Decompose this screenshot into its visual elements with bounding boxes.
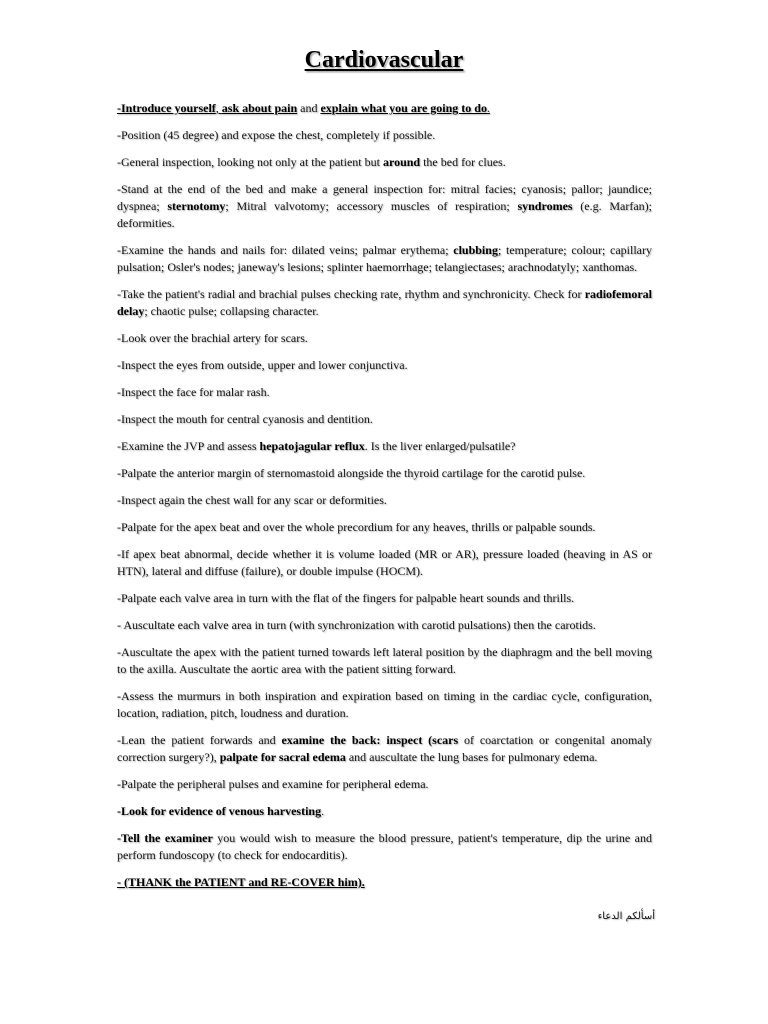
checklist-step	[117, 100, 652, 117]
step-text: and	[297, 101, 321, 115]
step-text: -Inspect again the chest wall for any scar or deformities.	[117, 493, 387, 507]
step-text: -Palpate for the apex beat and over the whole precordium for any heaves, thrills or palpable sounds.	[117, 520, 596, 534]
checklist-step	[117, 590, 652, 607]
step-text: -General inspection, looking not only at the patient but	[117, 155, 383, 169]
emphasized-text: palpate for sacral edema	[219, 750, 346, 764]
step-text: ; temperature; colour; capillary pulsation; Osler's nodes; janeway's lesions; splinter haemorrhage; telangiectases; arachnodatyly; xanthomas.	[117, 243, 652, 274]
checklist-step	[117, 492, 652, 509]
step-text: ; Mitral valvotomy; accessory muscles of respiration;	[225, 199, 518, 213]
examination-checklist	[117, 100, 652, 901]
checklist-step	[117, 546, 652, 580]
step-text: you would wish to measure the blood pressure, patient's temperature, dip the urine and perform fundoscopy (to check for endocarditis).	[117, 831, 652, 862]
checklist-step	[117, 330, 652, 347]
emphasized-text: clubbing	[453, 243, 498, 257]
step-text: .	[486, 101, 490, 115]
emphasized-text: sternotomy	[167, 199, 226, 213]
checklist-step	[117, 830, 652, 864]
emphasized-text: -Look for evidence of venous harvesting	[117, 804, 322, 818]
checklist-step	[117, 127, 652, 144]
checklist-step	[117, 411, 652, 428]
checklist-step	[117, 874, 652, 891]
step-text: -Palpate each valve area in turn with the flat of the fingers for palpable heart sounds and thrills.	[117, 591, 575, 605]
checklist-step	[117, 181, 652, 232]
emphasized-text: explain what you are going to do	[320, 101, 487, 115]
step-text: of coarctation or congenital anomaly correction surgery?),	[117, 733, 652, 764]
checklist-step	[117, 242, 652, 276]
emphasized-text: syndromes	[517, 199, 573, 213]
step-text: -Palpate the anterior margin of sternomastoid alongside the thyroid cartilage for the carotid pulse.	[117, 466, 586, 480]
step-text: (e.g. Marfan); deformities.	[117, 199, 653, 230]
step-text: -Inspect the mouth for central cyanosis and dentition.	[117, 412, 373, 426]
step-text: -Palpate the peripheral pulses and examine for peripheral edema.	[117, 777, 429, 791]
step-text: -Examine the JVP and assess	[117, 439, 260, 453]
checklist-step	[117, 803, 652, 820]
checklist-step	[117, 776, 652, 793]
step-text: -Assess the murmurs in both inspiration and expiration based on timing in the cardiac cycle, configuration, location, radiation, pitch, loudness and duration.	[117, 689, 652, 720]
step-text: -If apex beat abnormal, decide whether it is volume loaded (MR or AR), pressure loaded (heaving in AS or HTN), lateral and diffuse (failure), or double impulse (HOCM).	[117, 547, 652, 578]
step-text: -Position (45 degree) and expose the chest, completely if possible.	[117, 128, 436, 142]
step-text: - Auscultate each valve area in turn (with synchronization with carotid pulsations) then the carotids.	[117, 618, 596, 632]
emphasized-text: examine the back: inspect (scars	[281, 733, 459, 747]
emphasized-text: ask about pain	[221, 101, 298, 115]
step-text: -Look over the brachial artery for scars.	[117, 331, 308, 345]
emphasized-text: around	[382, 155, 421, 169]
emphasized-text: - (THANK the PATIENT and RE-COVER him).	[117, 875, 365, 889]
step-text: .	[321, 804, 325, 818]
checklist-step	[117, 617, 652, 634]
step-text: -Lean the patient forwards and	[117, 733, 282, 747]
page-title: Cardiovascular	[304, 47, 464, 73]
checklist-step	[117, 384, 652, 401]
emphasized-text: -Tell the examiner	[117, 831, 213, 845]
step-text: -Take the patient's radial and brachial pulses checking rate, rhythm and synchronicity. Check for	[117, 287, 585, 301]
checklist-step	[117, 438, 652, 455]
checklist-step	[117, 286, 652, 320]
emphasized-text: radiofemoral delay	[117, 287, 652, 318]
step-text: -Inspect the eyes from outside, upper and lower conjunctiva.	[117, 358, 408, 372]
step-text: -Stand at the end of the bed and make a general inspection for: mitral facies; cyanosis; pallor; jaundice; dyspnea;	[117, 182, 652, 213]
checklist-step	[117, 732, 652, 766]
checklist-step	[117, 154, 652, 171]
checklist-step	[117, 519, 652, 536]
step-text: -Auscultate the apex with the patient turned towards left lateral position by the diaphragm and the bell moving to the axilla. Auscultate the aortic area with the patient sitting forward.	[117, 645, 652, 676]
step-text: -Examine the hands and nails for: dilated veins; palmar erythema;	[117, 243, 454, 257]
emphasized-text: hepatojagular reflux	[259, 439, 365, 453]
checklist-step	[117, 465, 652, 482]
step-text: ,	[215, 101, 222, 115]
checklist-step	[117, 357, 652, 374]
step-text: ; chaotic pulse; collapsing character.	[144, 304, 319, 318]
checklist-step	[117, 644, 652, 678]
checklist-step	[117, 688, 652, 722]
step-text: -Inspect the face for malar rash.	[117, 385, 270, 399]
step-text: . Is the liver enlarged/pulsatile?	[364, 439, 516, 453]
emphasized-text: -Introduce yourself	[117, 101, 216, 115]
step-text: the bed for clues.	[420, 155, 506, 169]
closing-note: أسألكم الدعاء	[597, 911, 655, 922]
step-text: and auscultate the lung bases for pulmonary edema.	[345, 750, 598, 764]
